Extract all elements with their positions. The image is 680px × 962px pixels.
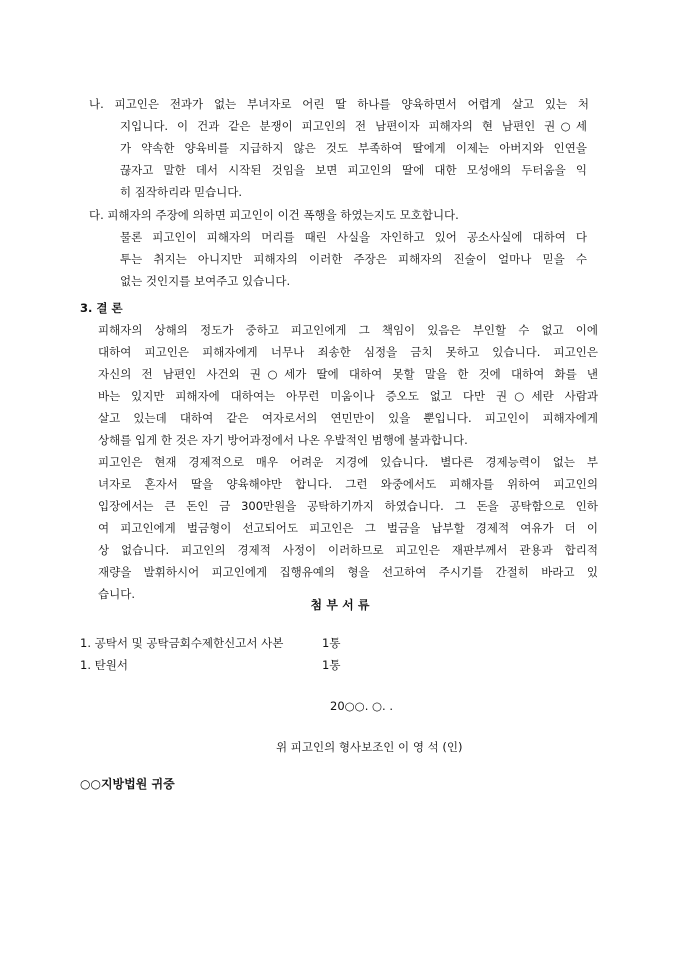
paragraph-line: 자신의 전 남편인 사건외 권○세가 딸에 대하여 못할 말을 한 것에 대하여 화를 낸: [98, 367, 598, 381]
paragraph-line: 입장에서는 큰 돈인 금 300만원을 공탁하기까지 하였습니다. 그 돈을 공탁함으로 인하: [98, 499, 598, 513]
attachment-item-count: 1통: [322, 636, 341, 650]
paragraph-line: 습니다.: [98, 587, 135, 601]
paragraph-line: 여 피고인에게 벌금형이 선고되어도 피고인은 그 벌금을 납부할 경제적 여유가 더 이: [98, 521, 598, 535]
document-date: 20○○. ○. .: [330, 699, 394, 713]
paragraph-line: 살고 있는데 대하여 같은 여자로서의 연민만이 있을 뿐입니다. 피고인이 피해자에게: [98, 411, 598, 425]
attachments-title: 첨 부 서 류: [310, 598, 370, 612]
paragraph-line: 상 없습니다. 피고인의 경제적 사정이 이러하므로 피고인은 재판부께서 관용과 합리적: [98, 543, 598, 557]
paragraph-line: 대하여 피고인은 피해자에게 너무나 죄송한 심정을 금치 못하고 있습니다. 피고인은: [98, 345, 598, 359]
paragraph-line: 나. 피고인은 전과가 없는 부녀자로 어린 딸 하나를 양육하면서 어렵게 살고 있는 처: [89, 97, 589, 111]
paragraph-line: 히 짐작하리라 믿습니다.: [120, 185, 243, 199]
paragraph-line: 상해를 입게 한 것은 자기 방어과정에서 나온 우발적인 범행에 불과합니다.: [98, 433, 468, 447]
paragraph-line: 재량을 발휘하시어 피고인에게 집행유예의 형을 선고하여 주시기를 간절히 바라고 있: [98, 565, 598, 579]
paragraph-line: 다. 피해자의 주장에 의하면 피고인이 이건 폭행을 하였는지도 모호합니다.: [89, 208, 459, 222]
signature-line: 위 피고인의 형사보조인 이 영 석 (인): [276, 740, 463, 754]
section-heading: 3. 결 론: [80, 301, 123, 315]
attachment-item-name: 1. 공탁서 및 공탁금회수제한신고서 사본: [80, 636, 284, 650]
paragraph-line: 물론 피고인이 피해자의 머리를 때린 사실을 자인하고 있어 공소사실에 대하여 다: [120, 230, 587, 244]
paragraph-line: 바는 있지만 피해자에 대하여는 아무런 미움이나 증오도 없고 다만 권○세란 사람과: [98, 389, 598, 403]
paragraph-line: 투는 취지는 아니지만 피해자의 이러한 주장은 피해자의 진술이 얼마나 믿을 수: [120, 252, 587, 266]
paragraph-line: 끊자고 말한 데서 시작된 것임을 보면 피고인의 딸에 대한 모성애의 두터움을 익: [120, 163, 587, 177]
paragraph-line: 녀자로 혼자서 딸을 양육해야만 합니다. 그런 와중에서도 피해자를 위하여 피고인의: [98, 477, 598, 491]
paragraph-line: 피해자의 상해의 정도가 중하고 피고인에게 그 책임이 있음은 부인할 수 없고 이에: [98, 323, 598, 337]
paragraph-line: 없는 것인지를 보여주고 있습니다.: [120, 274, 291, 288]
paragraph-line: 지입니다. 이 건과 같은 분쟁이 피고인의 전 남편이자 피해자의 현 남편인 권○세: [120, 119, 587, 133]
paragraph-line: 피고인은 현재 경제적으로 매우 어려운 지경에 있습니다. 별다른 경제능력이 없는 부: [98, 455, 598, 469]
attachment-item-count: 1통: [322, 658, 341, 672]
court-addressee: ○○지방법원 귀중: [80, 777, 175, 791]
paragraph-line: 가 약속한 양육비를 지급하지 않은 것도 부족하여 딸에게 이제는 아버지와 인연을: [120, 141, 587, 155]
attachment-item-name: 1. 탄원서: [80, 658, 128, 672]
